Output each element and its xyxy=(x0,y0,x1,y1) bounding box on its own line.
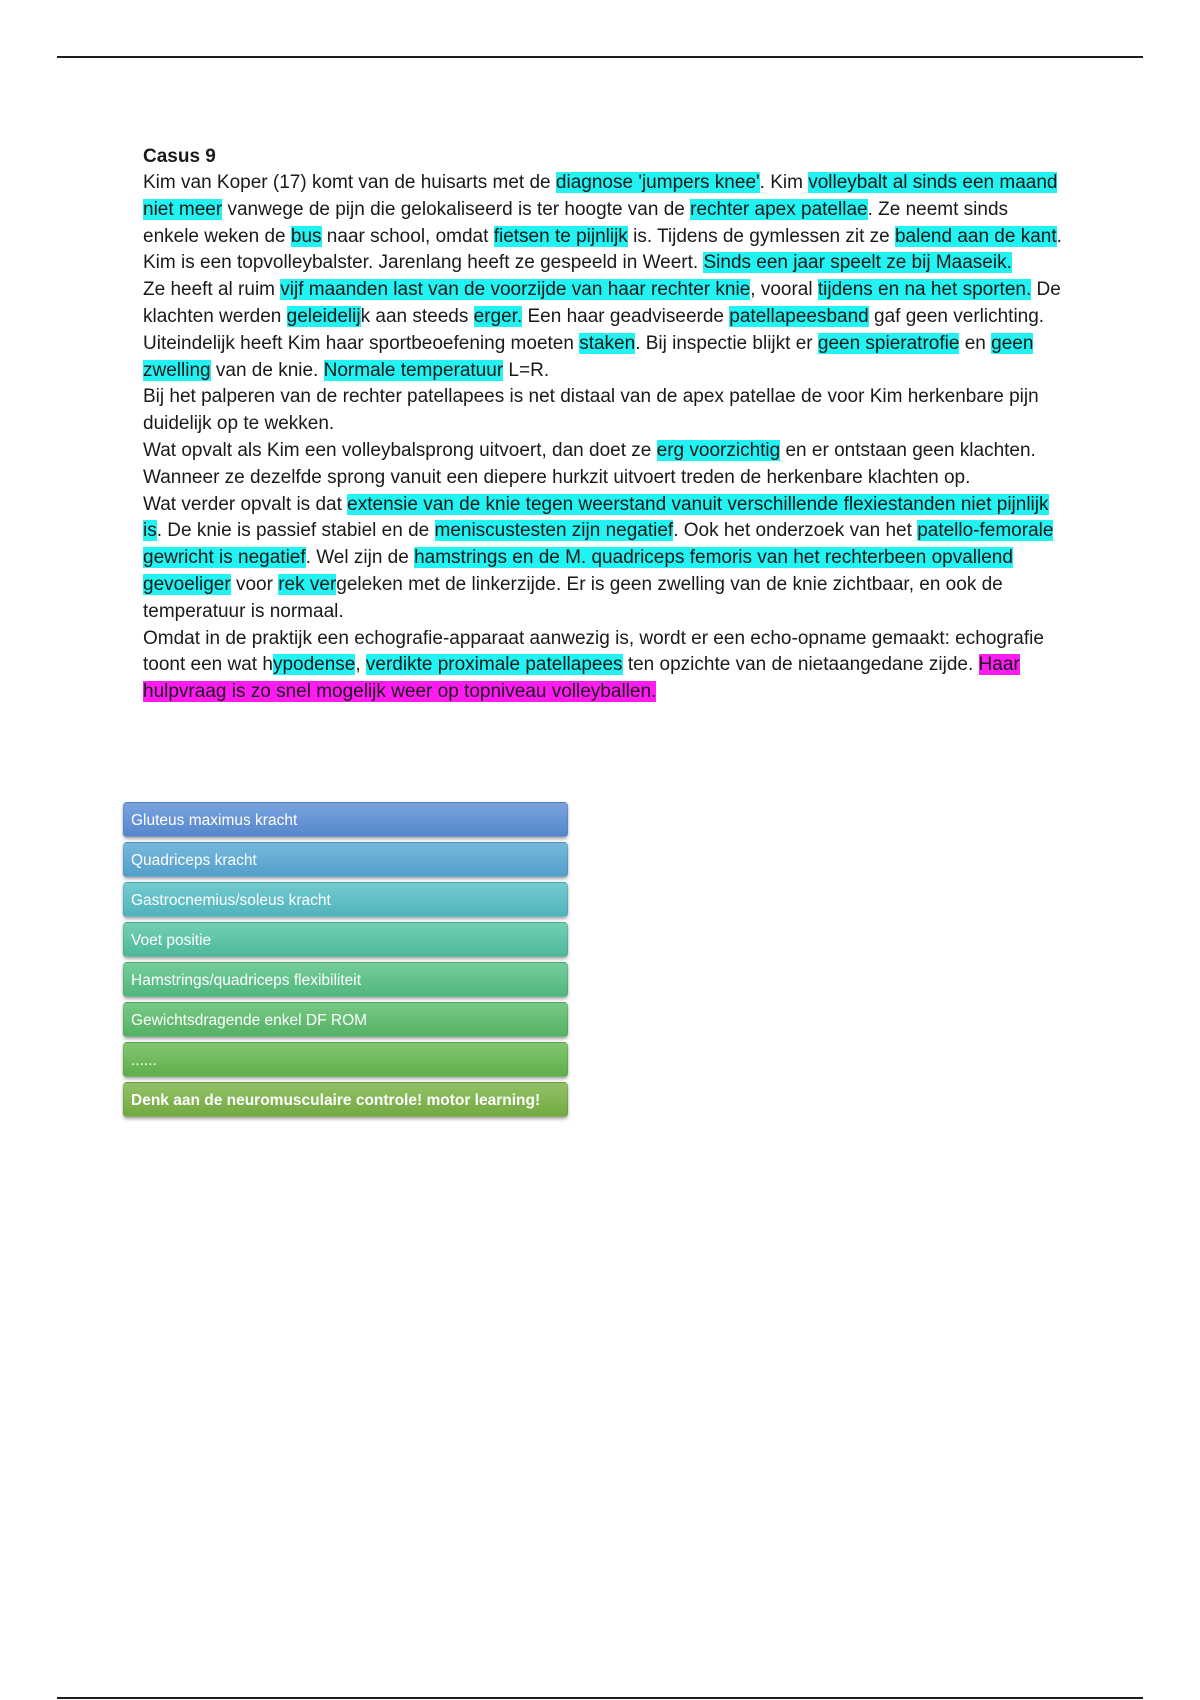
highlight-cyan: tijdens en na het sporten. xyxy=(817,279,1032,301)
case-paragraph xyxy=(143,384,1063,438)
highlight-cyan: diagnose 'jumpers knee' xyxy=(555,172,760,193)
text-segment: Kim van Koper (17) komt van de huisarts met de xyxy=(143,172,556,193)
text-segment: . Bij inspectie blijkt er xyxy=(635,332,818,354)
header-rule xyxy=(57,56,1143,58)
text-segment: gaf geen verlichting. Uiteindelijk heeft Kim haar sportbeoefening moeten xyxy=(143,305,1045,354)
case-paragraph xyxy=(143,277,1063,384)
list-item: Gewichtsdragende enkel DF ROM xyxy=(123,1002,568,1037)
factor-list xyxy=(123,802,568,1122)
highlight-cyan: geen zwelling xyxy=(143,332,1034,381)
case-title: Casus 9 xyxy=(143,146,216,167)
case-paragraphs xyxy=(143,170,1063,706)
highlight-cyan: patello-femorale gewricht is negatief xyxy=(143,520,1054,569)
highlight-cyan: patellapeesband xyxy=(729,305,869,327)
highlight-cyan: rek ver xyxy=(278,573,337,595)
list-item: Quadriceps kracht xyxy=(123,842,568,877)
text-segment: vanwege de pijn die gelokaliseerd is ter hoogte van de xyxy=(222,198,691,220)
highlight-cyan: fietsen te pijnlijk xyxy=(493,225,628,247)
footer-rule xyxy=(57,1697,1143,1699)
text-segment: is. Tijdens de gymlessen zit ze xyxy=(627,225,895,247)
highlight-cyan: vijf maanden last van de voorzijde van haar rechter knie xyxy=(280,279,751,301)
highlight-cyan: ypodense xyxy=(272,654,356,676)
highlight-cyan: geen spieratrofie xyxy=(817,332,960,354)
text-segment: . Wel zijn de xyxy=(305,547,415,569)
highlight-cyan: Sinds een jaar speelt ze bij Maaseik. xyxy=(703,252,1012,274)
text-segment: geleken met de linkerzijde. Er is geen zwelling van de knie zichtbaar, en ook de temperatuur is normaal. xyxy=(143,573,1003,622)
highlight-cyan: rechter apex patellae xyxy=(690,198,868,220)
highlight-cyan: staken xyxy=(579,332,636,354)
list-item: ...... xyxy=(123,1042,568,1077)
case-paragraph xyxy=(143,438,1063,492)
case-paragraph xyxy=(143,170,1063,277)
text-segment: van de knie. xyxy=(210,359,324,381)
highlight-cyan: geleidelij xyxy=(286,305,361,327)
text-segment: , xyxy=(355,654,366,676)
text-segment: De klachten werden xyxy=(143,279,1061,327)
case-text xyxy=(143,144,1063,706)
list-item: Gluteus maximus kracht xyxy=(123,802,568,837)
text-segment: . Kim xyxy=(759,172,809,193)
highlight-magenta: Haar hulpvraag is zo snel mogelijk weer op topniveau volleyballen. xyxy=(143,654,1020,703)
highlight-cyan: bus xyxy=(290,225,322,247)
list-item: Denk aan de neuromusculaire controle! motor learning! xyxy=(123,1082,568,1117)
list-item: Voet positie xyxy=(123,922,568,957)
text-segment: . Kim is een topvolleybalster. Jarenlang heeft ze gespeeld in Weert. xyxy=(143,225,1062,274)
highlight-cyan: erg voorzichtig xyxy=(656,439,781,461)
highlight-cyan: volleybalt al sinds een maand niet meer xyxy=(143,172,1058,220)
list-item: Hamstrings/quadriceps flexibiliteit xyxy=(123,962,568,997)
case-paragraph xyxy=(143,492,1063,626)
list-item: Gastrocnemius/soleus kracht xyxy=(123,882,568,917)
text-segment: . Ook het onderzoek van het xyxy=(673,520,918,542)
text-segment: , vooral xyxy=(750,279,818,301)
text-segment: Ze heeft al ruim xyxy=(143,279,281,301)
text-segment: L=R. xyxy=(503,359,550,381)
text-segment: en er ontstaan geen klachten. Wanneer ze dezelfde sprong vanuit een diepere hurkzit uitvoert treden de herkenbare klachten op. xyxy=(143,439,1036,488)
highlight-cyan: erger. xyxy=(473,305,523,327)
text-segment: Een haar geadviseerde xyxy=(522,305,730,327)
text-segment: ten opzichte van de nietaangedane zijde. xyxy=(622,654,979,676)
highlight-cyan: extensie van de knie tegen weerstand vanuit verschillende flexiestanden niet pijnlijk is xyxy=(143,493,1049,542)
text-segment: Bij het palperen van de rechter patellapees is net distaal van de apex patellae de voor Kim herkenbare pijn duidelijk op te wekken. xyxy=(143,386,1039,435)
highlight-cyan: Normale temperatuur xyxy=(323,359,504,381)
text-segment: Wat verder opvalt is dat xyxy=(143,493,348,515)
text-segment: voor xyxy=(230,573,279,595)
text-segment: Omdat in de praktijk een echografie-apparaat aanwezig is, wordt er een echo-opname gemaakt: echografie toont een wat h xyxy=(143,627,1044,676)
case-paragraph xyxy=(143,626,1063,706)
text-segment: en xyxy=(959,332,992,354)
highlight-cyan: meniscustesten zijn negatief xyxy=(434,520,674,542)
text-segment: Wat opvalt als Kim een volleybalsprong uitvoert, dan doet ze xyxy=(143,439,657,461)
text-segment: k aan steeds xyxy=(360,305,474,327)
highlight-cyan: hamstrings en de M. quadriceps femoris van het rechterbeen opvallend gevoeliger xyxy=(143,547,1013,595)
highlight-cyan: balend aan de kant xyxy=(894,225,1057,247)
highlight-cyan: verdikte proximale patellapees xyxy=(365,654,623,676)
text-segment: naar school, omdat xyxy=(321,225,494,247)
text-segment: . De knie is passief stabiel en de xyxy=(156,520,435,542)
text-segment: . Ze neemt sinds enkele weken de xyxy=(143,198,1009,247)
